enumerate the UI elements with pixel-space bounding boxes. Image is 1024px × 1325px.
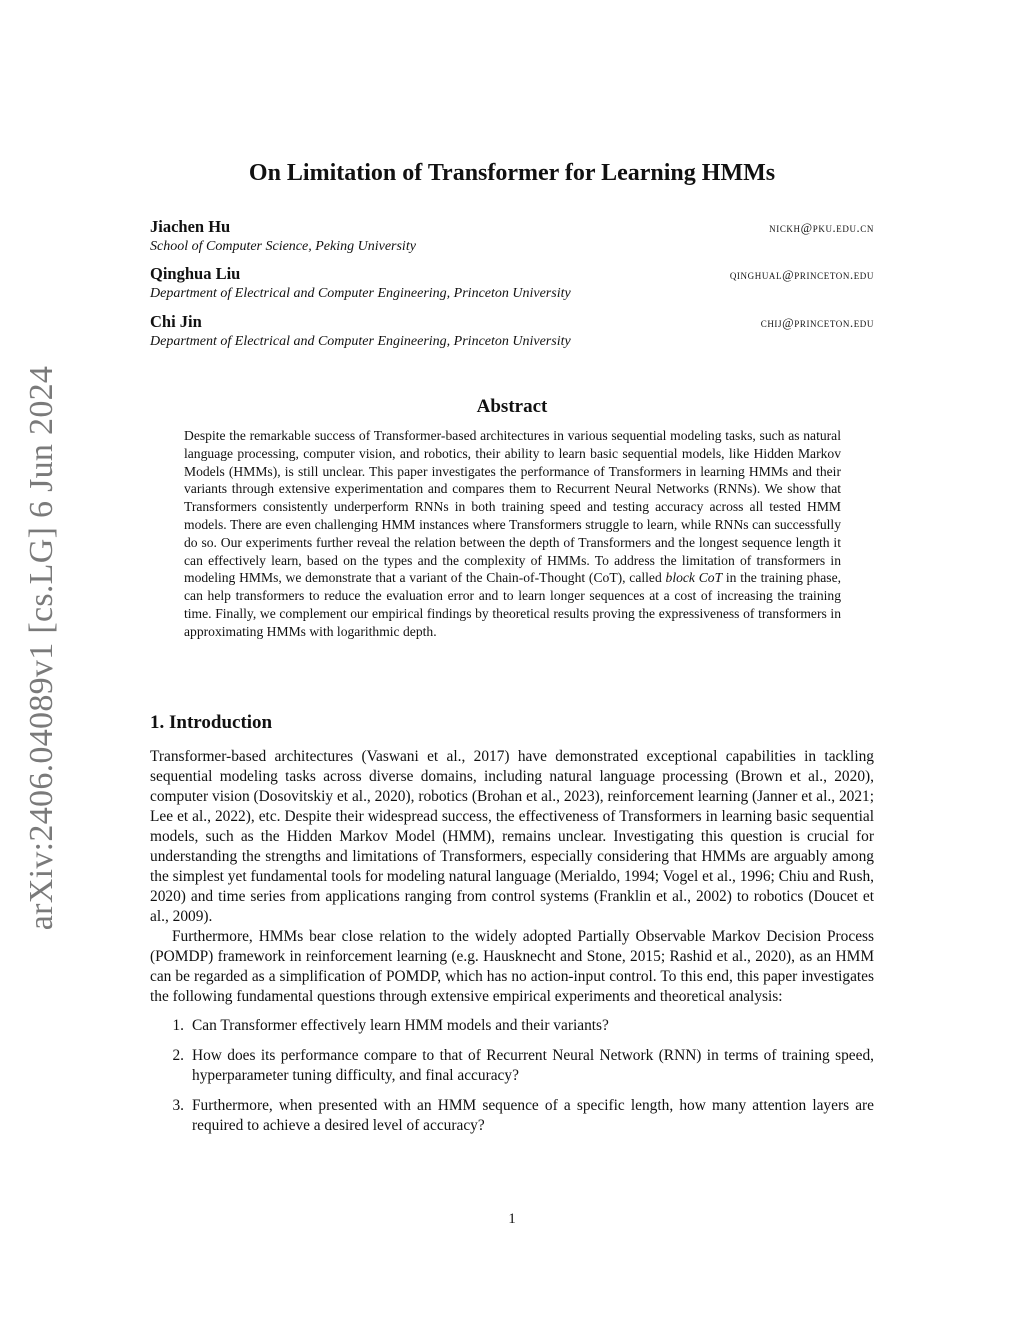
author-email[interactable]: nickh@pku.edu.cn [769, 221, 874, 235]
list-item-number: 1. [172, 1017, 184, 1034]
author-affiliation: Department of Electrical and Computer Engineering, Princeton University [150, 286, 571, 301]
arxiv-identifier: arXiv:2406.04089v1 [cs.LG] 6 Jun 2024 [23, 365, 60, 931]
author-email[interactable]: qinghual@princeton.edu [729, 268, 874, 282]
author-affiliation: School of Computer Science, Peking University [150, 239, 416, 254]
list-item-number: 2. [172, 1047, 184, 1064]
intro-paragraph: Furthermore, HMMs bear close relation to the widely adopted Partially Observable Markov Decision Process (POMDP) framework in reinforcement learning (e.g. Hausknecht and Stone, 2015; Rashid et al., 2020), as an HMM can be regarded as a simplification of POMDP, which has no action-input control. To this end, this paper investigates the following fundamental questions through extensive empirical experiments and theoretical analysis: [150, 928, 874, 1005]
list-item-number: 3. [172, 1097, 184, 1114]
list-item-text: How does its performance compare to that of Recurrent Neural Network (RNN) in terms of training speed, hyperparameter tuning difficulty, and final accuracy? [192, 1047, 874, 1084]
author-name: Qinghua Liu [150, 264, 241, 283]
paper-title: On Limitation of Transformer for Learning HMMs [248, 160, 776, 186]
list-item-text: Furthermore, when presented with an HMM sequence of a specific length, how many attention layers are required to achieve a desired level of accuracy? [192, 1097, 874, 1134]
section-heading-introduction: 1. Introduction [150, 712, 273, 733]
list-item [150, 1096, 874, 1136]
abstract-emphasis: block CoT [665, 570, 723, 586]
intro-paragraph: Transformer-based architectures (Vaswani et al., 2017) have demonstrated exceptional capabilities in tackling sequential modeling tasks across diverse domains, including natural language processing (Brown et al., 2020), computer vision (Dosovitskiy et al., 2020), robotics (Brohan et al., 2023), reinforcement learning (Janner et al., 2021; Lee et al., 2022), etc. Despite their widespread success, the effectiveness of Transformers in learning basic sequential models, such as the Hidden Markov Model (HMM), remains unclear. Investigating this question is crucial for understanding the strengths and limitations of Transformers, especially considering that HMMs are arguably among the simplest yet fundamental tools for modeling natural language (Merialdo, 1994; Vogel et al., 1996; Chiu and Rush, 2020) and time series from applications ranging from control systems (Franklin et al., 2002) to robotics (Doucet et al., 2009). [150, 748, 874, 925]
research-questions-list [150, 1016, 874, 1136]
author-name: Chi Jin [150, 312, 202, 331]
abstract-text [184, 427, 841, 641]
author-block [150, 217, 874, 255]
abstract-text-part: in the training phase, can help transformers to reduce the evaluation error and to learn longer sequences at a cost of increasing the training time. Finally, we complement our empirical findings by theoretical results proving the expressiveness of transformers in approximating HMMs with logarithmic depth. [184, 570, 841, 639]
introduction-body [150, 747, 874, 1146]
author-name: Jiachen Hu [150, 217, 231, 236]
list-item-text: Can Transformer effectively learn HMM models and their variants? [192, 1017, 609, 1034]
abstract-heading: Abstract [476, 396, 548, 417]
abstract-text-part: Despite the remarkable success of Transformer-based architectures in various sequential modeling tasks, such as natural language processing, computer vision, and robotics, their ability to learn basic sequential models, like Hidden Markov Models (HMMs), is still unclear. This paper investigates the performance of Transformers in learning HMMs and their variants through extensive experimentation and compares them to Recurrent Neural Networks (RNNs). We show that Transformers consistently underperform RNNs in both training speed and testing accuracy across all tested HMM models. There are even challenging HMM instances where Transformers struggle to learn, while RNNs can successfully do so. Our experiments further reveal the relation between the depth of Transformers and the longest sequence length it can effectively learn, based on the types and the complexity of HMMs. To address the limitation of transformers in modeling HMMs, we demonstrate that a variant of the Chain-of-Thought (CoT), called [184, 428, 841, 586]
page-number: 1 [508, 1211, 516, 1227]
author-block [150, 264, 874, 302]
author-affiliation: Department of Electrical and Computer Engineering, Princeton University [150, 334, 571, 349]
list-item [150, 1016, 874, 1036]
list-item [150, 1046, 874, 1086]
author-block [150, 312, 874, 350]
author-email[interactable]: chij@princeton.edu [760, 316, 874, 330]
